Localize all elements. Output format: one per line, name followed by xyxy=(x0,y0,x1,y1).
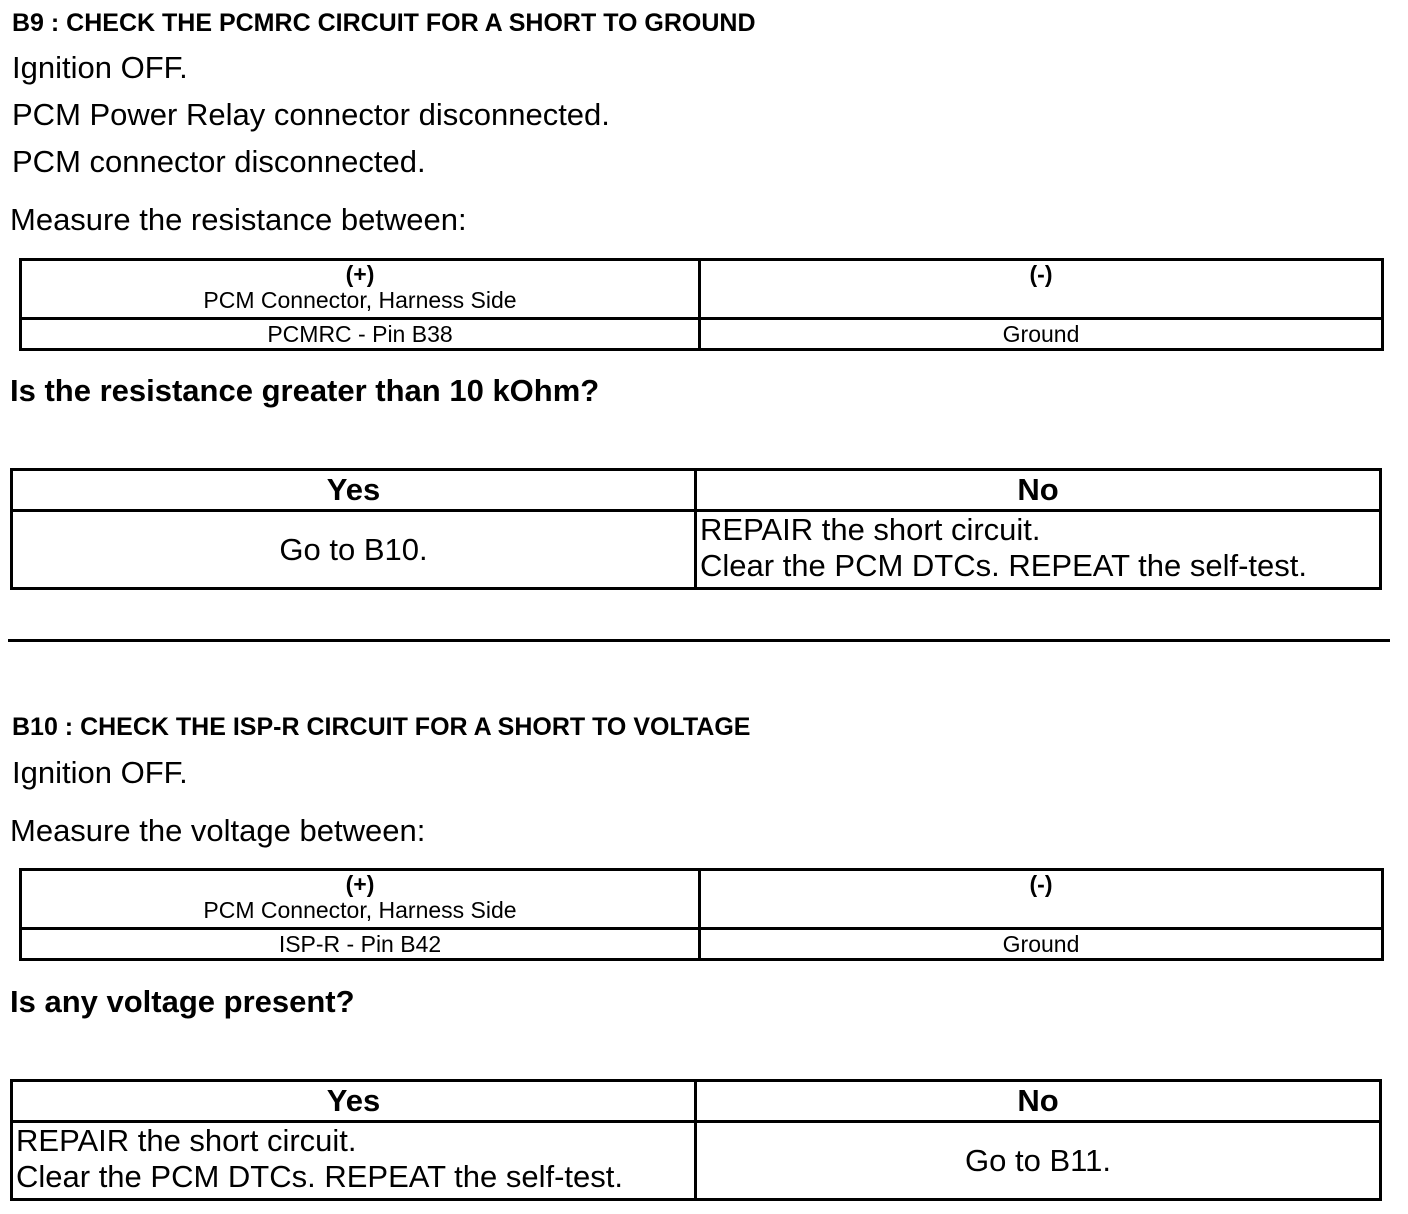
step-b9-condition-1: Ignition OFF. xyxy=(12,50,188,85)
result-yes-action: Go to B10. xyxy=(12,511,696,589)
step-b10-measure-table xyxy=(19,868,1384,961)
step-b9-condition-3: PCM connector disconnected. xyxy=(12,144,426,179)
step-b9-instruction: Measure the resistance between: xyxy=(10,202,467,237)
plus-label: PCM Connector, Harness Side xyxy=(203,287,517,313)
measure-minus-header xyxy=(700,870,1383,929)
step-b10-question: Is any voltage present? xyxy=(10,984,355,1019)
measure-plus-value: ISP-R - Pin B42 xyxy=(21,929,700,960)
step-b9-title: B9 : CHECK THE PCMRC CIRCUIT FOR A SHORT TO GROUND xyxy=(12,9,756,37)
step-b10-result-table xyxy=(10,1079,1382,1201)
measure-plus-header xyxy=(21,870,700,929)
step-b9-measure-table xyxy=(19,258,1384,351)
result-yes-header: Yes xyxy=(12,470,696,511)
result-yes-header: Yes xyxy=(12,1081,696,1122)
result-no-header: No xyxy=(696,1081,1381,1122)
step-b10-instruction: Measure the voltage between: xyxy=(10,813,426,848)
result-no-header: No xyxy=(696,470,1381,511)
result-no-action xyxy=(696,511,1381,589)
plus-symbol: (+) xyxy=(345,871,375,897)
result-no-action-line-2: Clear the PCM DTCs. REPEAT the self-test. xyxy=(700,548,1307,583)
measure-plus-header xyxy=(21,260,700,319)
minus-symbol: (-) xyxy=(1029,871,1053,897)
result-yes-action xyxy=(12,1122,696,1200)
measure-minus-value: Ground xyxy=(700,319,1383,350)
measure-minus-header xyxy=(700,260,1383,319)
step-b9-result-table xyxy=(10,468,1382,590)
step-b10-condition-1: Ignition OFF. xyxy=(12,755,188,790)
result-yes-action-line-1: REPAIR the short circuit. xyxy=(16,1123,357,1158)
step-b10-title: B10 : CHECK THE ISP-R CIRCUIT FOR A SHORT TO VOLTAGE xyxy=(12,713,751,741)
measure-minus-value: Ground xyxy=(700,929,1383,960)
result-no-action-line-1: REPAIR the short circuit. xyxy=(700,512,1041,547)
plus-symbol: (+) xyxy=(345,261,375,287)
step-b9-condition-2: PCM Power Relay connector disconnected. xyxy=(12,97,610,132)
measure-plus-value: PCMRC - Pin B38 xyxy=(21,319,700,350)
step-b9-question: Is the resistance greater than 10 kOhm? xyxy=(10,373,600,408)
minus-symbol: (-) xyxy=(1029,261,1053,287)
result-yes-action-line-2: Clear the PCM DTCs. REPEAT the self-test. xyxy=(16,1159,623,1194)
section-divider xyxy=(8,639,1390,642)
result-no-action: Go to B11. xyxy=(696,1122,1381,1200)
plus-label: PCM Connector, Harness Side xyxy=(203,897,517,923)
